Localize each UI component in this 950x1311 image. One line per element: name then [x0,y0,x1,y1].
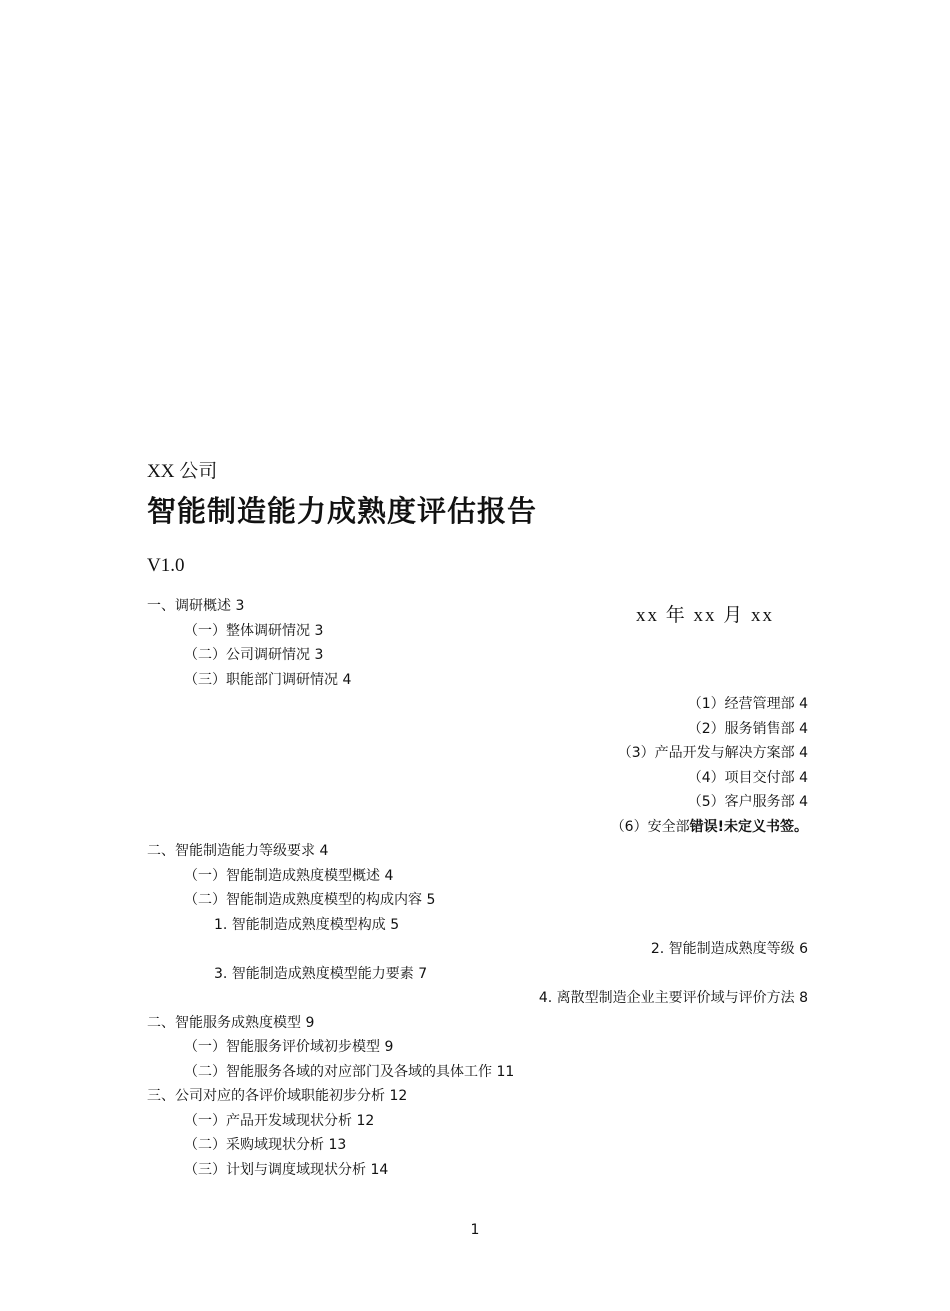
toc-entry[interactable]: （一）产品开发域现状分析 12 [184,1113,375,1129]
toc-entry[interactable]: （二）采购域现状分析 13 [184,1137,347,1153]
toc-entry[interactable]: 1. 智能制造成熟度模型构成 5 [214,917,400,933]
toc-error-text: 错误!未定义书签。 [689,819,808,835]
toc-entry[interactable]: 三、公司对应的各评价域职能初步分析 12 [147,1088,408,1104]
toc-entry[interactable]: （三）计划与调度域现状分析 14 [184,1162,389,1178]
toc-entry-label: （6）安全部 [610,819,690,835]
toc-entry[interactable]: 二、智能服务成熟度模型 9 [147,1015,315,1031]
page-number: 1 [470,1222,480,1238]
toc-entry[interactable]: （5）客户服务部 4 [687,794,808,810]
report-date: xx 年 xx 月 xx [636,605,775,626]
company-name: XX 公司 [147,461,218,482]
toc-entry[interactable]: 4. 离散型制造企业主要评价域与评价方法 8 [538,990,808,1006]
toc-entry[interactable]: （4）项目交付部 4 [687,770,808,786]
toc-entry[interactable]: （二）公司调研情况 3 [184,647,324,663]
toc-entry[interactable] [611,818,808,836]
toc-entry[interactable]: 3. 智能制造成熟度模型能力要素 7 [214,966,428,982]
toc-entry[interactable]: （二）智能制造成熟度模型的构成内容 5 [184,892,436,908]
toc-entry[interactable]: （一）整体调研情况 3 [184,623,324,639]
toc-entry[interactable]: 一、调研概述 3 [147,598,245,614]
toc-entry[interactable]: （一）智能制造成熟度模型概述 4 [184,868,394,884]
toc-entry[interactable]: （三）职能部门调研情况 4 [184,672,352,688]
toc-entry[interactable]: （一）智能服务评价域初步模型 9 [184,1039,394,1055]
toc-entry[interactable]: （2）服务销售部 4 [687,721,808,737]
toc-entry[interactable]: 二、智能制造能力等级要求 4 [147,843,329,859]
version-label: V1.0 [147,555,185,576]
toc-entry[interactable]: （1）经营管理部 4 [687,696,808,712]
toc-entry[interactable]: （二）智能服务各域的对应部门及各域的具体工作 11 [184,1064,515,1080]
report-title: 智能制造能力成熟度评估报告 [147,494,538,528]
toc-entry[interactable]: 2. 智能制造成熟度等级 6 [650,941,808,957]
toc-entry[interactable]: （3）产品开发与解决方案部 4 [617,745,808,761]
